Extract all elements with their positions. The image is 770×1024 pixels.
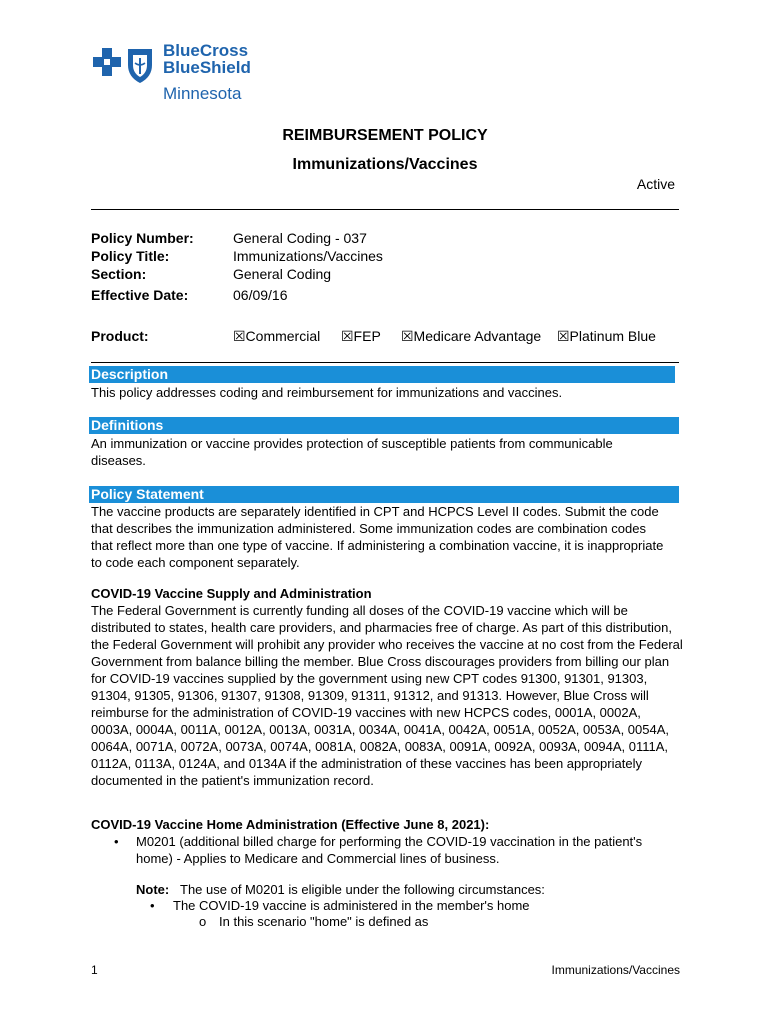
product-fep: ☒FEP <box>341 328 381 344</box>
home-bullet-text: M0201 (additional billed charge for performing the COVID-19 vaccination in the patient's home) - Applies to Medicare and Commercial lines of business. <box>136 834 643 866</box>
note-label: Note: <box>136 882 170 897</box>
policy-statement-heading: Policy Statement <box>89 486 679 503</box>
footer-title: Immunizations/Vaccines <box>551 963 680 977</box>
bcbs-logo <box>90 40 290 110</box>
bcbs-cross-shield-icon <box>90 45 160 85</box>
description-heading: Description <box>89 366 675 383</box>
policy-number-label: Policy Number: <box>91 230 194 246</box>
header-divider <box>91 209 679 210</box>
document-subtitle: Immunizations/Vaccines <box>292 156 478 173</box>
covid-home-heading: COVID-19 Vaccine Home Administration (Effective June 8, 2021): <box>91 817 490 832</box>
sub-bullet-dot: • <box>150 898 155 913</box>
section-label: Section: <box>91 266 147 282</box>
policy-statement-text: The vaccine products are separately identified in CPT and HCPCS Level II codes. Submit the code that describes the immunization administered. Some immunization codes are combination codes that reflect more than one type of vaccine. If administering a combination vaccine, it is inappropriate to code each component separately. <box>91 504 664 570</box>
effective-date-label: Effective Date: <box>91 287 189 303</box>
product-platinum-blue: ☒Platinum Blue <box>557 328 656 344</box>
sub-bullet-text: The COVID-19 vaccine is administered in the member's home <box>173 898 530 913</box>
sub-sub-bullet-text: In this scenario "home" is defined as <box>219 914 429 929</box>
logo-region: Minnesota <box>163 84 242 103</box>
logo-line1: BlueCross <box>163 41 249 60</box>
covid-supply-heading: COVID-19 Vaccine Supply and Administration <box>91 586 372 601</box>
product-label: Product: <box>91 328 149 344</box>
covid-supply-text: The Federal Government is currently funding all doses of the COVID-19 vaccine which will be distributed to states, health care providers, and pharmacies free of charge. As part of this distribution, the Federal Government will prohibit any provider who receives the vaccine at no cost from the Federal Government from balance billing the member. Blue Cross discourages providers from billing our plan for COVID-19 vaccines supplied by the government using new CPT codes 91300, 91301, 91303, 91304, 91305, 91306, 91307, 91308, 91309, 91311, 91312, and 91313. However, Blue Cross will reimburse for the administration of COVID-19 vaccines with new HCPCS codes, 0001A, 0002A, 0003A, 0004A, 0011A, 0012A, 0013A, 0031A, 0034A, 0041A, 0042A, 0051A, 0052A, 0053A, 0054A, 0064A, 0071A, 0072A, 0073A, 0074A, 0081A, 0082A, 0083A, 0091A, 0092A, 0093A, 0094A, 0111A, 0112A, 0113A, 0124A, and 0134A if the administration of these vaccines has been appropriately documented in the patient's immunization record. <box>91 603 683 788</box>
definitions-heading: Definitions <box>89 417 679 434</box>
logo-wordmark <box>163 42 251 76</box>
policy-number-value: General Coding - 037 <box>233 230 367 246</box>
definitions-text: An immunization or vaccine provides protection of susceptible patients from communicable diseases. <box>91 436 613 468</box>
bullet-dot: • <box>114 834 119 849</box>
section-value: General Coding <box>233 266 332 282</box>
policy-title-label: Policy Title: <box>91 248 170 264</box>
note-text: The use of M0201 is eligible under the following circumstances: <box>180 882 545 897</box>
policy-title-value: Immunizations/Vaccines <box>233 248 383 264</box>
product-medicare-advantage: ☒Medicare Advantage <box>401 328 542 344</box>
sub-sub-bullet-marker: o <box>199 914 207 929</box>
product-divider <box>91 362 679 363</box>
description-text: This policy addresses coding and reimbursement for immunizations and vaccines. <box>91 385 563 400</box>
policy-status: Active <box>636 176 675 192</box>
product-commercial: ☒Commercial <box>233 328 321 344</box>
page-number: 1 <box>91 963 98 977</box>
document-title: REIMBURSEMENT POLICY <box>282 127 488 144</box>
effective-date-value: 06/09/16 <box>233 287 288 303</box>
logo-line2: BlueShield <box>163 58 251 77</box>
